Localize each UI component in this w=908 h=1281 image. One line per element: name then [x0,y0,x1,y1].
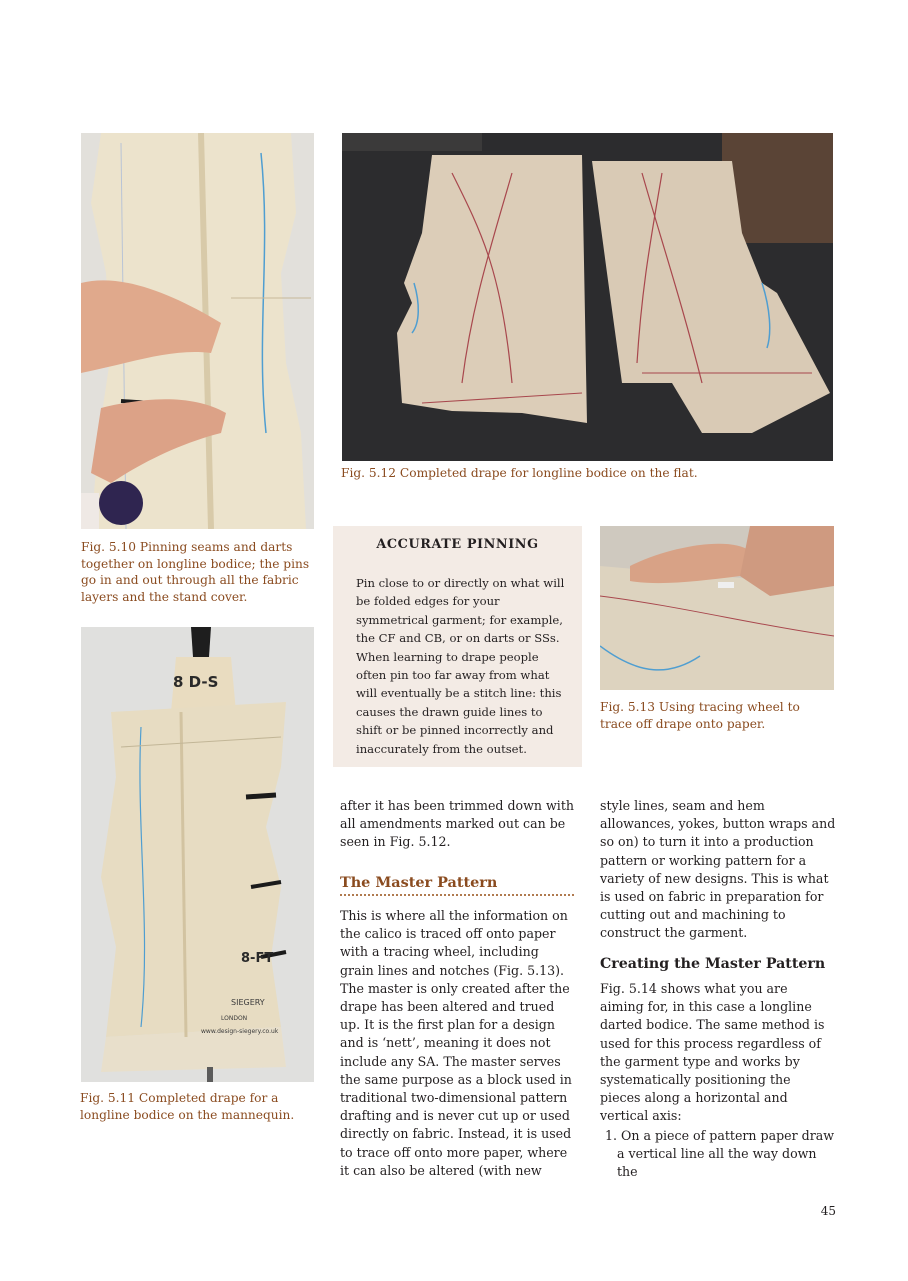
fig-5-10-caption: Fig. 5.10 Pinning seams and darts together on longline bodice; the pins go in and out through all the fabric layers and the stand cover. [81,540,310,604]
creating-master-pattern-heading: Creating the Master Pattern [600,956,826,972]
fig-5-11-caption: Fig. 5.11 Completed drape for a longline bodice on the mannequin. [80,1091,295,1122]
stand-label-brand: SIEGERY [231,998,265,1007]
step-item: 1. On a piece of pattern paper draw a vertical line all the way down the [605,1128,835,1180]
stand-label-url: www.design-siegery.co.uk [201,1028,279,1035]
fig-5-12-photo [342,133,833,461]
middle-intro-text: after it has been trimmed down with all amendments marked out can be seen in Fig. 5.12. [340,798,574,850]
fig-5-13-caption: Fig. 5.13 Using tracing wheel to trace off drape onto paper. [600,700,800,731]
fig-5-10-photo [81,133,314,529]
stand-label-mid: 8-FT [241,951,274,966]
accurate-pinning-box [333,526,582,767]
sidebar-text: Pin close to or directly on what will be folded edges for your symmetrical garment; for example, the CF and CB, or on darts or SSs. When learning to drape people often pin too far away from what will eventually be a stitch line: this causes the drawn guide lines to shift or be pinned incorrectly and inaccurately from the outset. [356,576,565,756]
fig-5-11-photo [81,627,314,1082]
master-pattern-paragraph: This is where all the information on the calico is traced off onto paper with a tracing wheel, including grain lines and notches (Fig. 5.13). The master is only created after the drape has been altered and trued up. It is the first plan for a design and is ‘nett’, meaning it does not include any SA. The master serves the same purpose as a block used in traditional two-dimensional pattern drafting and is never cut up or used directly on fabric. Instead, it is used to trace off onto more paper, where it can also be altered (with new [340,908,572,1178]
stand-label-top: 8 D-S [173,673,219,691]
fig-5-12-caption: Fig. 5.12 Completed drape for longline bodice on the flat. [341,466,698,480]
master-pattern-heading: The Master Pattern [340,874,574,896]
page-number: 45 [820,1204,836,1218]
stand-label-city: LONDON [221,1015,248,1022]
right-paragraph-2: Fig. 5.14 shows what you are aiming for, in this case a longline darted bodice. The same method is used for this process regardless of the garment type and works by systematically positioning the pieces along a horizontal and vertical axis: [600,981,825,1124]
steps-list [600,1127,836,1182]
fig-5-13-photo [600,526,834,690]
sidebar-title: ACCURATE PINNING [376,537,539,552]
right-paragraph-1: style lines, seam and hem allowances, yokes, button wraps and so on) to turn it into a production pattern or working pattern for a variety of new designs. This is what is used on fabric in preparation for cutting out and machining to construct the garment. [600,798,836,941]
